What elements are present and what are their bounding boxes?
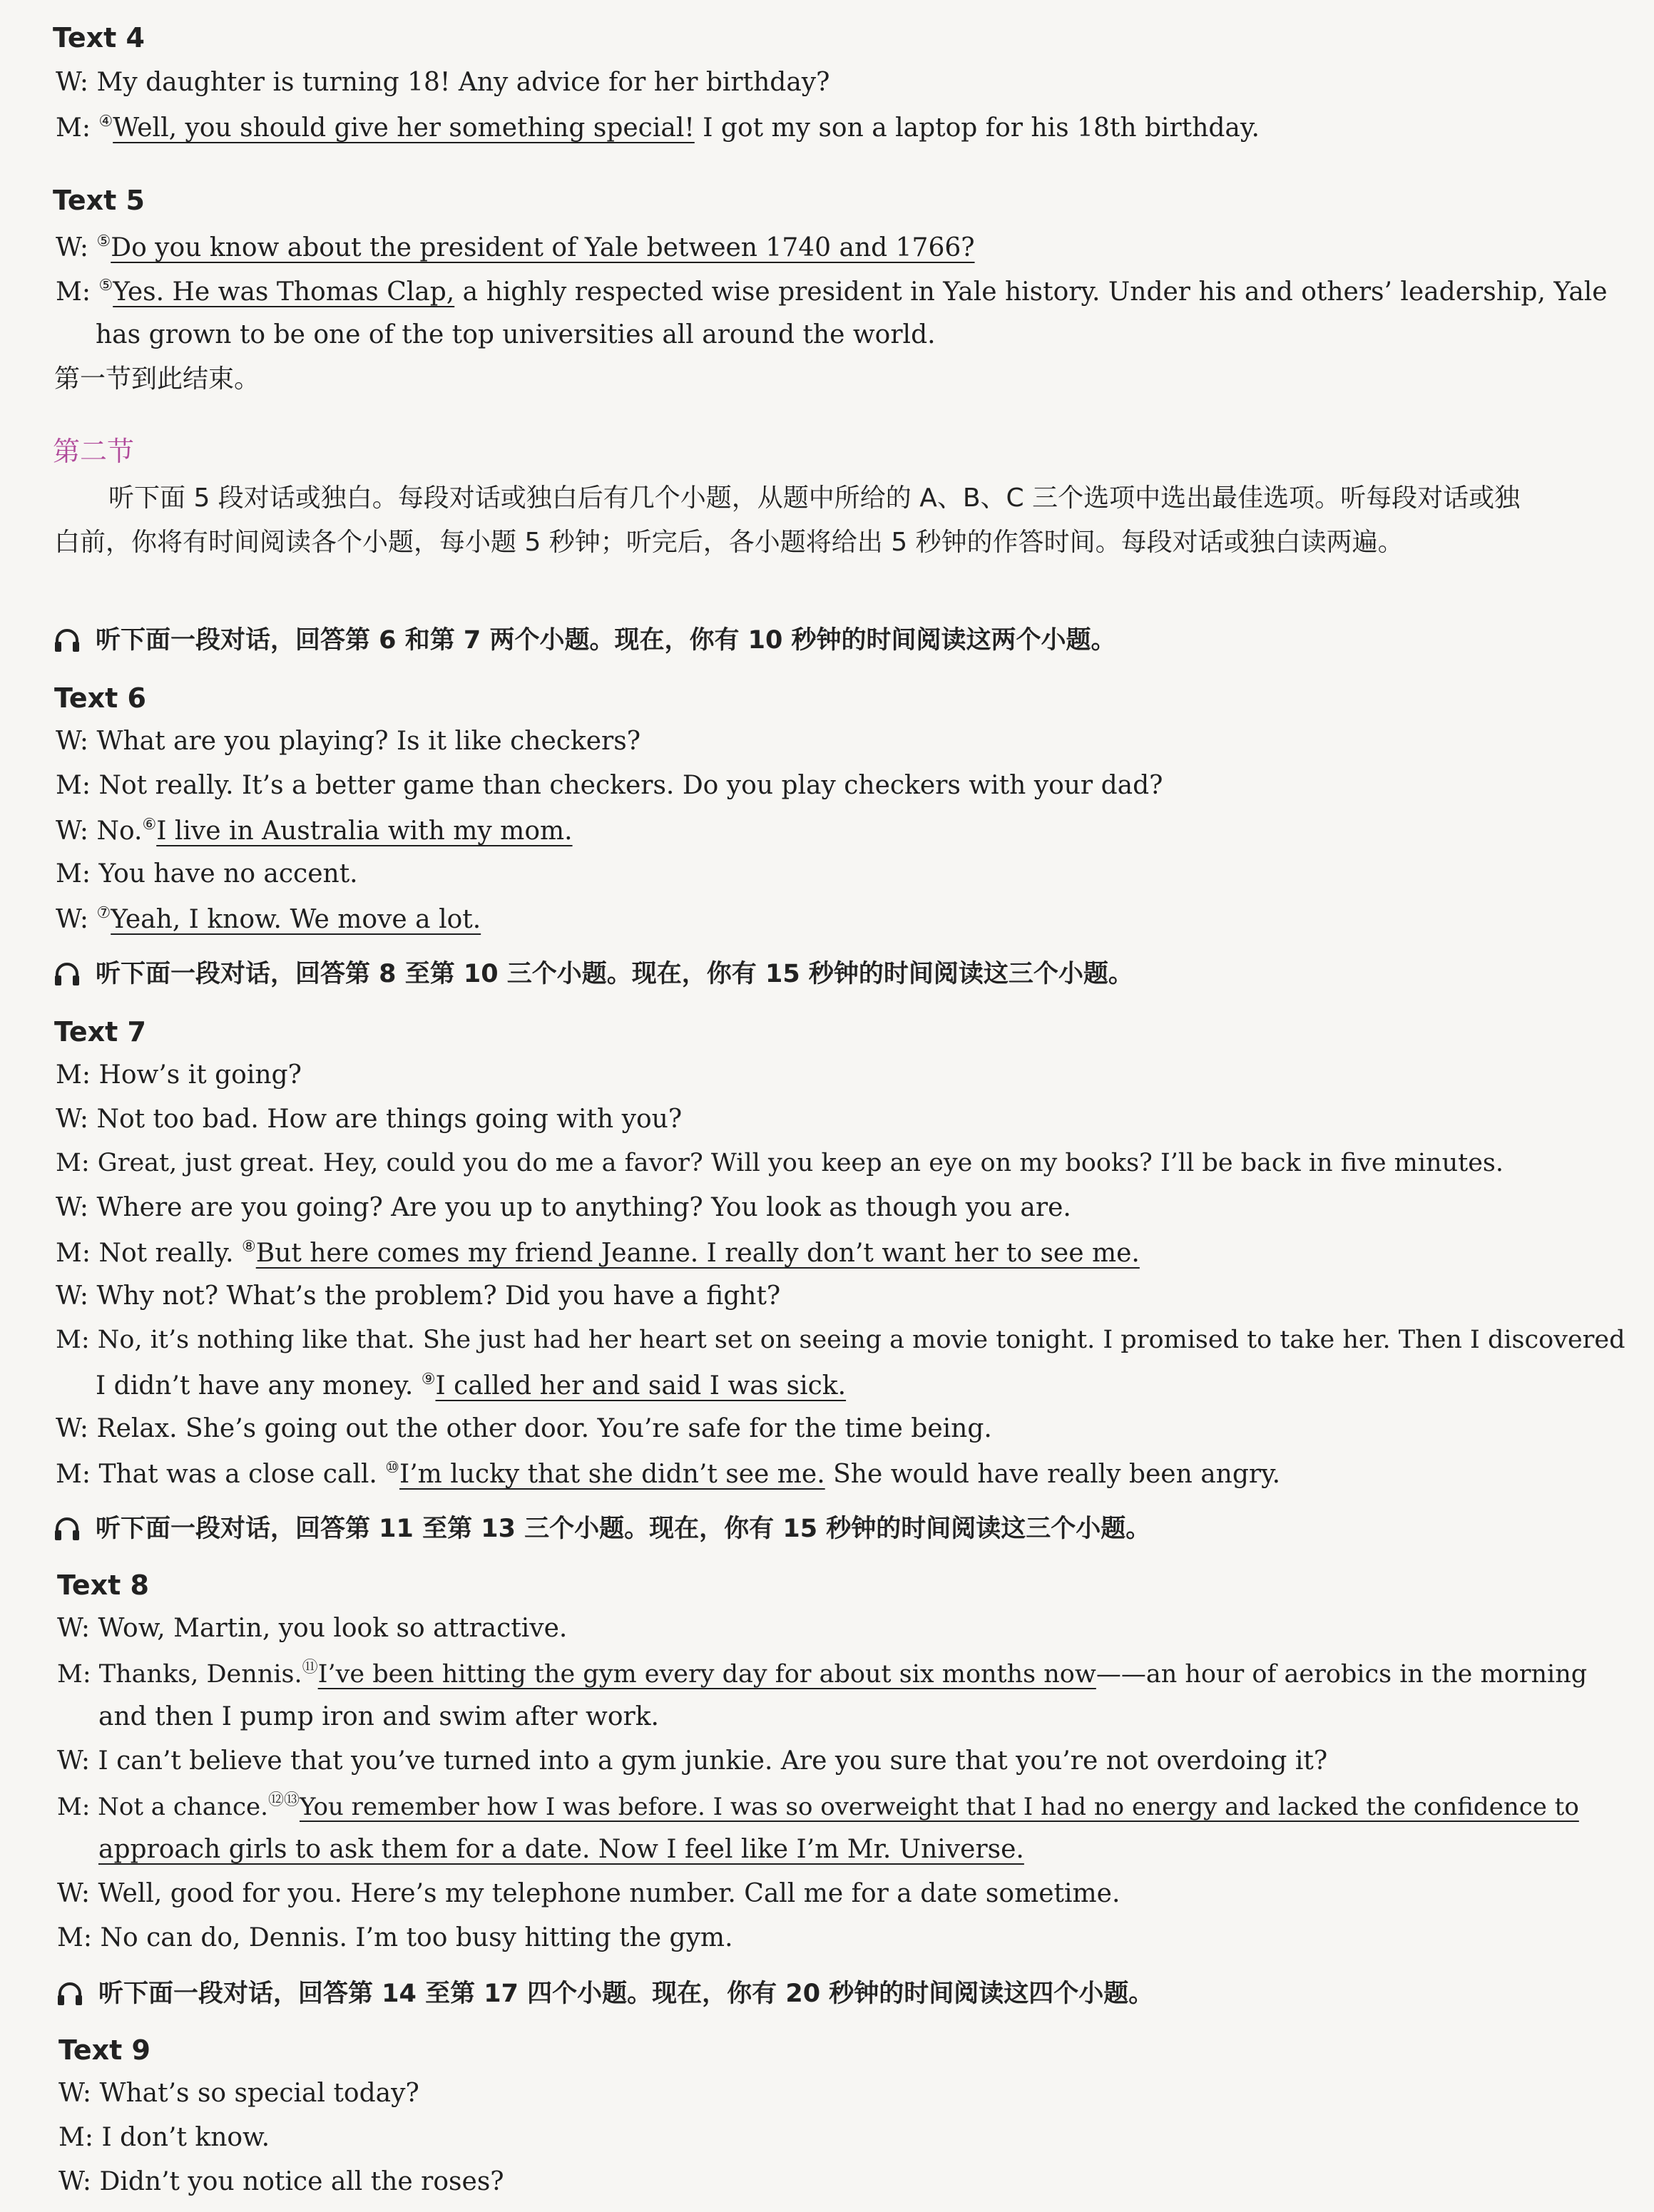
underlined-answer: But here comes my friend Jeanne. I really don’t want her to see me. <box>255 1239 1140 1268</box>
headphones-icon <box>53 626 81 655</box>
question-marker: ⑤ <box>98 277 113 295</box>
line-text: Why not? What’s the problem? Did you have a fight? <box>96 1281 781 1311</box>
headphones-icon <box>53 960 81 988</box>
line-text: I didn’t have any money. <box>96 1371 414 1401</box>
line-text: Not too bad. How are things going with you? <box>96 1105 683 1134</box>
text7-line5 <box>56 1239 1140 1266</box>
line-text: Wow, Martin, you look so attractive. <box>98 1614 568 1643</box>
text8-line5 <box>57 1881 1120 1907</box>
text5-line2 <box>56 278 1608 305</box>
line-text: I can’t believe that you’ve turned into a gym junkie. Are you sure that you’re not overdoing it? <box>98 1746 1328 1776</box>
text5-line1 <box>56 234 975 261</box>
underlined-answer: approach girls to ask them for a date. Now I feel like I’m Mr. Universe. <box>98 1835 1024 1864</box>
speaker: W: <box>56 1281 89 1311</box>
line-text: Not really. It’s a better game than checkers. Do you play checkers with your dad? <box>98 771 1163 800</box>
text4-line1 <box>56 70 829 96</box>
line-text: Where are you going? Are you up to anything? You look as though you are. <box>96 1193 1071 1222</box>
underlined-answer: I’m lucky that she didn’t see me. <box>399 1460 825 1489</box>
section2-intro: 听下面 5 段对话或独白。每段对话或独白后有几个小题，从题中所给的 A、B、C 三个选项中选出最佳选项。听每段对话或独白前，你将有时间阅读各个小题，每小题 5 秒钟；听完后，各小题将给出 5 秒钟的作答时间。每段对话或独白读两遍。 <box>54 483 1521 557</box>
question-marker: ⑩ <box>385 1459 399 1477</box>
instruction-text: 听下面一段对话，回答第 14 至第 17 四个小题。现在，你有 20 秒钟的时间阅读这四个小题。 <box>98 1979 1154 2008</box>
instruction-text: 听下面一段对话，回答第 6 和第 7 两个小题。现在，你有 10 秒钟的时间阅读这两个小题。 <box>96 625 1116 655</box>
line-text: No. <box>96 816 143 846</box>
line-text: Not a chance. <box>98 1793 268 1821</box>
text4-heading: Text 4 <box>53 22 145 53</box>
line-text: No, it’s nothing like that. She just had her heart set on seeing a movie tonight. I promised to take her. Then I discovered <box>97 1326 1625 1354</box>
text7-heading: Text 7 <box>54 1016 146 1048</box>
speaker: M: <box>56 771 91 800</box>
question-marker: ⑫⑬ <box>267 1791 300 1809</box>
line-text: That was a close call. <box>98 1460 377 1489</box>
text6-line3 <box>56 817 573 844</box>
question-marker: ④ <box>98 113 113 130</box>
instruction-3 <box>53 1515 1150 1543</box>
text6-line5 <box>56 906 481 933</box>
underlined-answer: Well, you should give her something special! <box>113 113 695 143</box>
speaker: M: <box>58 2123 93 2152</box>
text7-line7-cont <box>96 1372 846 1399</box>
text8-heading: Text 8 <box>57 1570 149 1601</box>
text8-line4 <box>57 1793 1579 1819</box>
line-text: Thanks, Dennis. <box>98 1660 302 1689</box>
underlined-answer: You remember how I was before. I was so overweight that I had no energy and lacked the confidence to <box>299 1793 1579 1821</box>
speaker: W: <box>56 905 89 934</box>
instruction-2 <box>53 960 1133 988</box>
text5-line2-cont: has grown to be one of the top universities all around the world. <box>96 320 936 349</box>
underlined-answer: Yes. He was Thomas Clap, <box>113 277 455 307</box>
text9-line1 <box>58 2081 419 2106</box>
speaker: M: <box>56 113 91 143</box>
instruction-text: 听下面一段对话，回答第 11 至第 13 三个小题。现在，你有 15 秒钟的时间阅读这三个小题。 <box>96 1514 1151 1543</box>
question-marker: ⑨ <box>421 1371 436 1388</box>
speaker: M: <box>56 277 91 307</box>
text8-line1 <box>57 1616 567 1642</box>
text9-line3 <box>58 2169 504 2195</box>
text8-line2 <box>57 1660 1587 1687</box>
speaker: W: <box>56 1105 89 1134</box>
line-text: I don’t know. <box>101 2123 270 2152</box>
headphones-icon <box>56 1980 84 2008</box>
speaker: M: <box>56 1326 90 1354</box>
speaker: W: <box>57 1746 91 1776</box>
text7-line1 <box>56 1060 302 1090</box>
text9-heading: Text 9 <box>58 2034 150 2066</box>
section1-end: 第一节到此结束。 <box>54 364 260 394</box>
line-text: a highly respected wise president in Yale history. Under his and others’ leadership, Yale <box>454 277 1608 307</box>
speaker: M: <box>57 1923 92 1952</box>
text8-line6 <box>57 1925 733 1951</box>
speaker: M: <box>56 1060 91 1090</box>
text7-line9 <box>56 1460 1280 1488</box>
speaker: W: <box>56 727 89 756</box>
line-text: Relax. She’s going out the other door. You’re safe for the time being. <box>96 1414 992 1443</box>
line-text: Well, good for you. Here’s my telephone number. Call me for a date sometime. <box>98 1879 1120 1908</box>
speaker: W: <box>56 1414 89 1443</box>
speaker: M: <box>57 1660 91 1689</box>
speaker: W: <box>57 1879 91 1908</box>
instruction-4 <box>56 1980 1153 2008</box>
line-text: Not really. <box>98 1239 234 1268</box>
text6-heading: Text 6 <box>54 682 146 714</box>
text9-line2 <box>58 2125 270 2151</box>
line-text: Didn’t you notice all the roses? <box>99 2167 504 2196</box>
speaker: W: <box>57 1614 91 1643</box>
speaker: M: <box>57 1793 91 1821</box>
underlined-answer: I live in Australia with my mom. <box>156 816 573 846</box>
section2-title: 第二节 <box>53 436 135 467</box>
speaker: M: <box>56 1239 91 1268</box>
line-text: My daughter is turning 18! Any advice for her birthday? <box>96 68 830 97</box>
text6-line2 <box>56 773 1163 799</box>
underlined-answer: Yeah, I know. We move a lot. <box>111 905 481 934</box>
question-marker: ⑤ <box>96 232 111 250</box>
question-marker: ⑧ <box>242 1238 256 1256</box>
speaker: W: <box>58 2079 92 2108</box>
speaker: W: <box>56 816 89 846</box>
text6-line4 <box>56 861 358 887</box>
text5-heading: Text 5 <box>53 185 145 216</box>
text4-line2 <box>56 114 1260 141</box>
text7-line4 <box>56 1195 1071 1221</box>
line-text: What’s so special today? <box>99 2079 419 2108</box>
underlined-answer: I called her and said I was sick. <box>435 1371 847 1401</box>
text7-line2 <box>56 1107 682 1132</box>
underlined-answer: Do you know about the president of Yale between 1740 and 1766? <box>111 233 975 262</box>
speaker: W: <box>58 2167 92 2196</box>
speaker: M: <box>56 1460 91 1489</box>
speaker: W: <box>56 1193 89 1222</box>
instruction-1 <box>53 626 1116 655</box>
text8-line2-cont: and then I pump iron and swim after work. <box>98 1702 659 1731</box>
line-text: No can do, Dennis. I’m too busy hitting the gym. <box>100 1923 733 1952</box>
text8-line4-cont <box>98 1837 1024 1863</box>
question-marker: ⑥ <box>142 816 157 834</box>
instruction-text: 听下面一段对话，回答第 8 至第 10 三个小题。现在，你有 15 秒钟的时间阅读这三个小题。 <box>96 959 1133 988</box>
text8-line3 <box>57 1748 1327 1774</box>
text7-line3 <box>56 1151 1504 1176</box>
underlined-answer: I’ve been hitting the gym every day for about six months now <box>317 1660 1096 1689</box>
text6-line1 <box>56 729 640 754</box>
line-text: What are you playing? Is it like checkers? <box>96 727 641 756</box>
text7-line7 <box>56 1328 1625 1353</box>
headphones-icon <box>53 1515 81 1543</box>
text7-line6 <box>56 1281 781 1311</box>
question-marker: ⑪ <box>302 1659 318 1676</box>
speaker: W: <box>56 68 89 97</box>
line-text: I got my son a laptop for his 18th birthday. <box>694 113 1260 143</box>
speaker: W: <box>56 233 89 262</box>
speaker: M: <box>56 859 91 889</box>
question-marker: ⑦ <box>96 904 111 922</box>
line-text: How’s it going? <box>98 1060 302 1090</box>
line-text: Great, just great. Hey, could you do me a favor? Will you keep an eye on my books? I’ll be back in five minutes. <box>97 1149 1504 1177</box>
speaker: M: <box>56 1149 90 1177</box>
text7-line8 <box>56 1416 992 1442</box>
line-text: You have no accent. <box>98 859 358 889</box>
line-text: ——an hour of aerobics in the morning <box>1096 1660 1588 1689</box>
line-text: She would have really been angry. <box>825 1460 1281 1489</box>
